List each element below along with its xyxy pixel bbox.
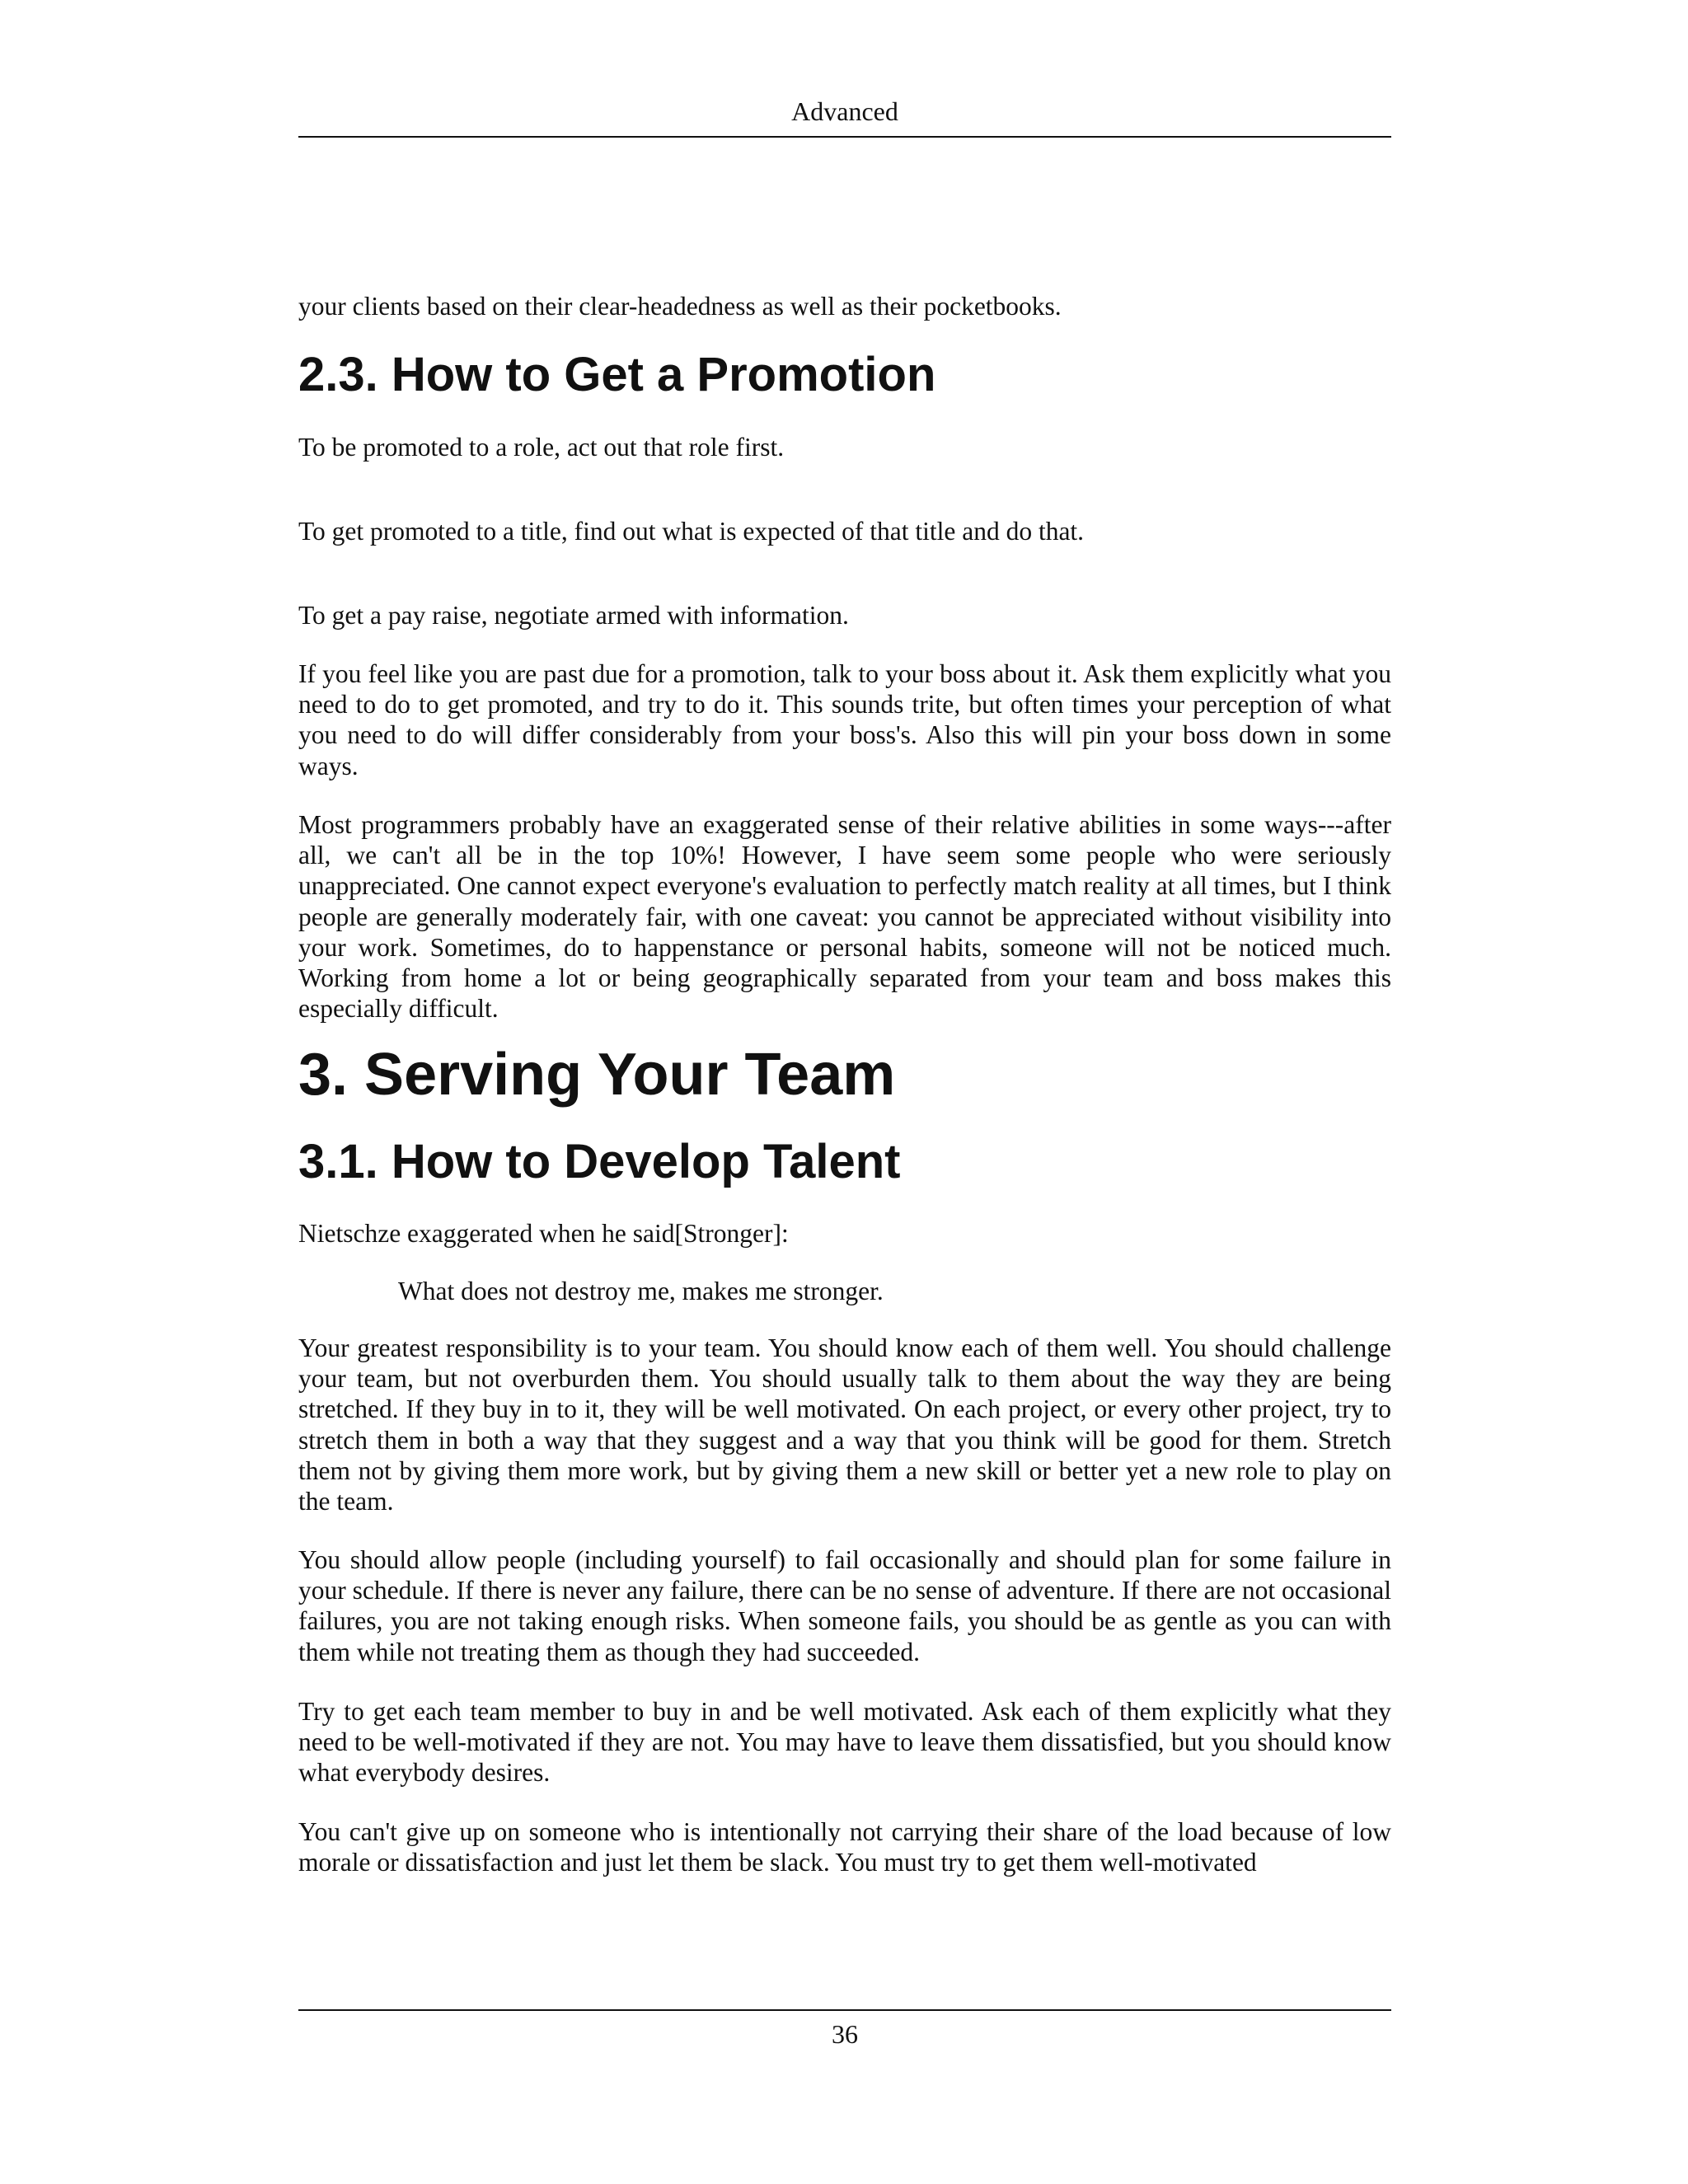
promotion-paragraph-4: If you feel like you are past due for a promotion, talk to your boss about it. Ask them explicitly what you need to do to get promoted, and try to do it. This sounds trite, but often times your perception of what you need to do will differ considerably from your boss's. Also this will pin your boss down in some ways. [298,659,1391,780]
running-header: Advanced [791,96,898,126]
talent-paragraph-2: Your greatest responsibility is to your team. You should know each of them well. You should challenge your team, but not overburden them. You should usually talk to them about the way they are being stretched. If they buy in to it, they will be well motivated. On each project, or every other project, try to stretch them in both a way that they suggest and a way that you think will be good for them. Stretch them not by giving them more work, but by giving them a new skill or better yet a new role to play on the team. [298,1333,1391,1516]
section-2-3-heading: 2.3. How to Get a Promotion [298,348,936,401]
header-rule [298,136,1391,138]
talent-paragraph-3: You should allow people (including yourself) to fail occasionally and should plan for some failure in your schedule. If there is never any failure, there can be no sense of adventure. If there are not occasional failures, you are not taking enough risks. When someone fails, you should be as gentle as you can with them while not treating them as though they had succeeded. [298,1545,1391,1666]
promotion-paragraph-5: Most programmers probably have an exaggerated sense of their relative abilities in some ways---after all, we can't all be in the top 10%! However, I have seem some people who were seriously unappreciated. One cannot expect everyone's evaluation to perfectly match reality at all times, but I think people are generally moderately fair, with one caveat: you cannot be appreciated without visibility into your work. Sometimes, do to happenstance or personal habits, someone will not be noticed much. Working from home a lot or being geographically separated from your team and boss makes this especially difficult. [298,810,1391,1024]
section-3-heading: 3. Serving Your Team [298,1042,896,1108]
footer-rule [298,2009,1391,2011]
lead-in-paragraph: your clients based on their clear-headedness as well as their pocketbooks. [298,292,1062,321]
promotion-paragraph-2: To get promoted to a title, find out what is expected of that title and do that. [298,517,1085,546]
nietzsche-quote: What does not destroy me, makes me stronger. [398,1277,884,1305]
promotion-paragraph-3: To get a pay raise, negotiate armed with information. [298,601,849,630]
talent-paragraph-5: You can't give up on someone who is intentionally not carrying their share of the load because of low morale or dissatisfaction and just let them be slack. You must try to get them well-motivated [298,1817,1391,1877]
page-number: 36 [832,2019,858,2049]
talent-paragraph-4: Try to get each team member to buy in and be well motivated. Ask each of them explicitly what they need to be well-motivated if they are not. You may have to leave them dissatisfied, but you should know what everybody desires. [298,1697,1391,1788]
talent-paragraph-1: Nietschze exaggerated when he said[Stronger]: [298,1219,789,1248]
section-3-1-heading: 3.1. How to Develop Talent [298,1135,901,1188]
promotion-paragraph-1: To be promoted to a role, act out that role first. [298,433,785,462]
